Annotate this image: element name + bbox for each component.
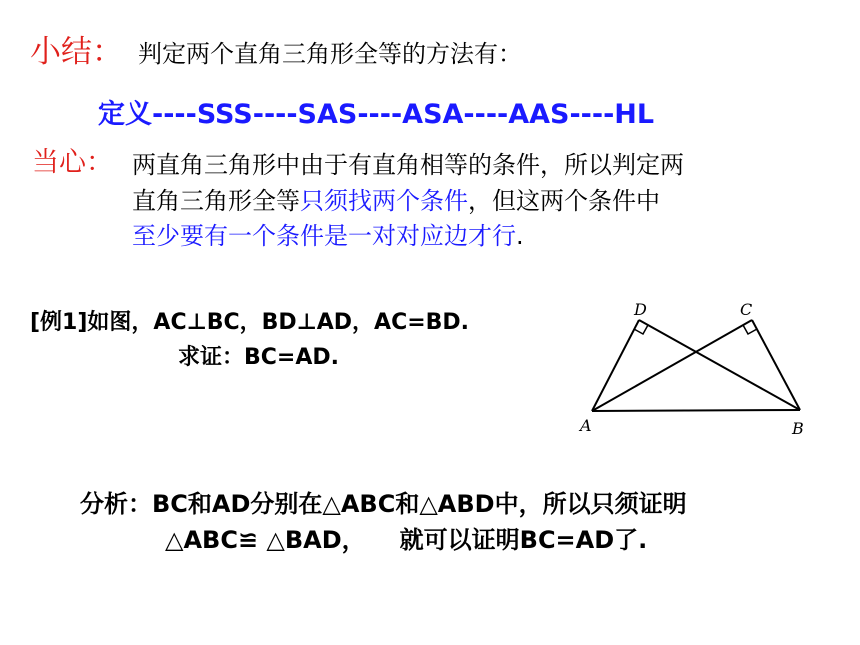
geometry-figure bbox=[572, 292, 812, 442]
label-C: C bbox=[740, 300, 753, 319]
caution-highlight-2: 至少要有一个条件是一对对应边才行 bbox=[132, 222, 516, 250]
analysis-line-1: 分析：BC和AD分别在△ABC和△ABD中，所以只须证明 bbox=[80, 490, 687, 518]
caution-line-3 bbox=[132, 216, 524, 251]
caution-label: 当心： bbox=[32, 147, 113, 178]
label-D: D bbox=[634, 300, 647, 319]
caution-line-2-start: 直角三角形全等 bbox=[132, 187, 300, 215]
analysis-congruence: △ABC≌ △BAD， bbox=[165, 526, 366, 554]
example-prove: 求证：BC=AD. bbox=[178, 345, 339, 370]
summary-text: 判定两个直角三角形全等的方法有： bbox=[138, 40, 522, 68]
summary-label: 小结： bbox=[30, 34, 123, 70]
segment-AB bbox=[592, 410, 800, 411]
caution-line-3-end: . bbox=[516, 222, 524, 250]
label-A: A bbox=[580, 416, 592, 435]
example-statement: [例1]如图，AC⊥BC，BD⊥AD，AC=BD. bbox=[30, 310, 470, 335]
label-B: B bbox=[792, 419, 804, 438]
caution-line-2-end: ，但这两个条件中 bbox=[468, 187, 660, 215]
analysis-conclusion: 就可以证明BC=AD了. bbox=[399, 526, 648, 554]
caution-line-2 bbox=[132, 181, 660, 216]
caution-line-1: 两直角三角形中由于有直角相等的条件，所以判定两 bbox=[132, 151, 684, 179]
analysis-line-2 bbox=[165, 520, 647, 555]
methods-list: 定义----SSS----SAS----ASA----AAS----HL bbox=[98, 99, 655, 130]
caution-highlight-1: 只须找两个条件 bbox=[300, 187, 468, 215]
